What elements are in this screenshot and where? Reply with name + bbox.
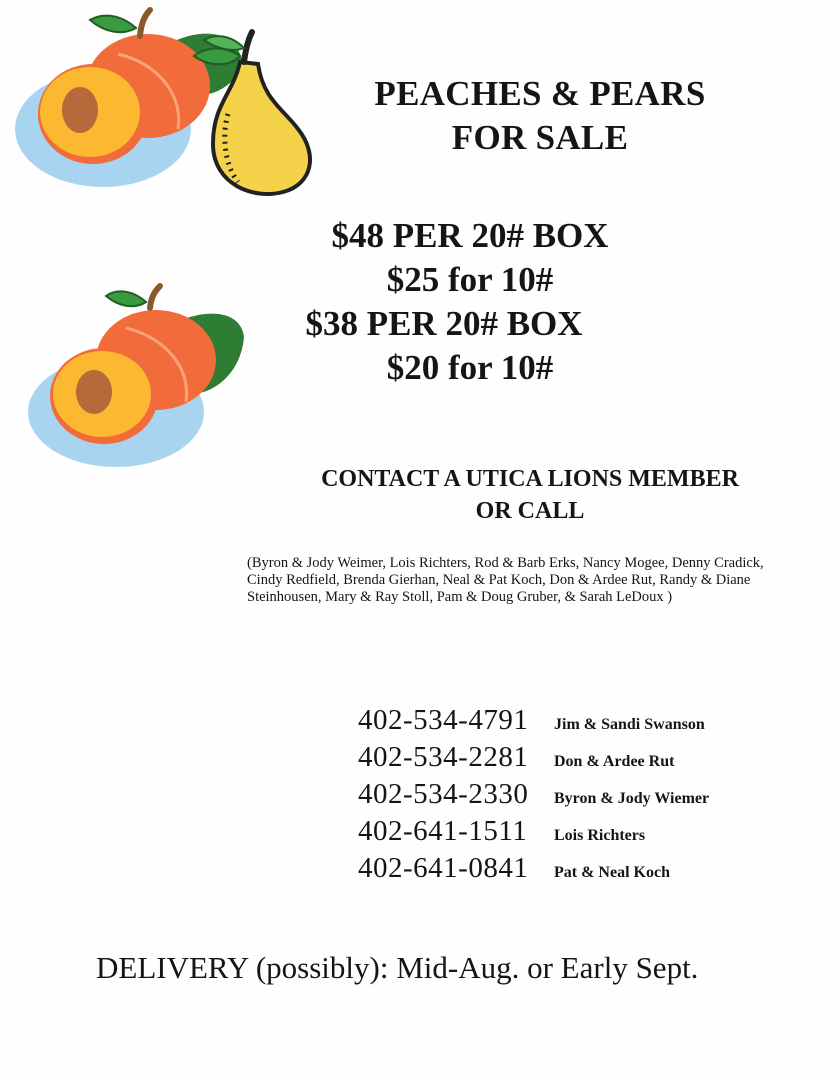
price-line: $20 for 10# <box>386 348 554 387</box>
contact-name: Pat & Neal Koch <box>554 864 670 881</box>
price-line: $48 PER 20# BOX <box>331 216 609 255</box>
contact-name: Don & Ardee Rut <box>554 753 675 770</box>
members-list: (Byron & Jody Weimer, Lois Richters, Rod & Barb Erks, Nancy Mogee, Denny Cradick, Cindy Redfield, Brenda Gierhan, Neal & Pat Koch, Don & Ardee Rut, Randy & Diane Steinhousen, Mary & Ray Stoll, Pam & Doug Gruber, & Sarah LeDoux ) <box>247 555 764 605</box>
phone-number: 402-534-2281 <box>358 741 529 773</box>
phone-row <box>358 778 818 815</box>
phone-list <box>358 704 818 889</box>
phone-row <box>358 704 818 741</box>
flyer-title <box>330 72 750 160</box>
contact-name: Lois Richters <box>554 827 646 844</box>
phone-number: 402-641-1511 <box>358 815 528 847</box>
phone-number: 402-534-2330 <box>358 778 529 810</box>
contact-heading <box>280 463 780 527</box>
price-list <box>270 214 670 390</box>
peach-icon <box>26 282 248 472</box>
contact-line-1: CONTACT A UTICA LIONS MEMBER <box>321 466 739 492</box>
price-line: $25 for 10# <box>386 260 554 299</box>
phone-number: 402-641-0841 <box>358 852 529 884</box>
phone-row <box>358 741 818 778</box>
contact-name: Jim & Sandi Swanson <box>554 716 705 733</box>
title-line-2: FOR SALE <box>451 118 629 157</box>
contact-name: Byron & Jody Wiemer <box>554 790 710 807</box>
phone-row <box>358 852 818 889</box>
peach-and-pear-icon <box>8 4 320 200</box>
delivery-note: DELIVERY (possibly): Mid-Aug. or Early Sept. <box>96 950 699 985</box>
title-line-1: PEACHES & PEARS <box>374 74 706 113</box>
price-line: $38 PER 20# BOX <box>305 304 583 343</box>
phone-number: 402-534-4791 <box>358 704 529 736</box>
contact-line-2: OR CALL <box>475 498 585 524</box>
phone-row <box>358 815 818 852</box>
